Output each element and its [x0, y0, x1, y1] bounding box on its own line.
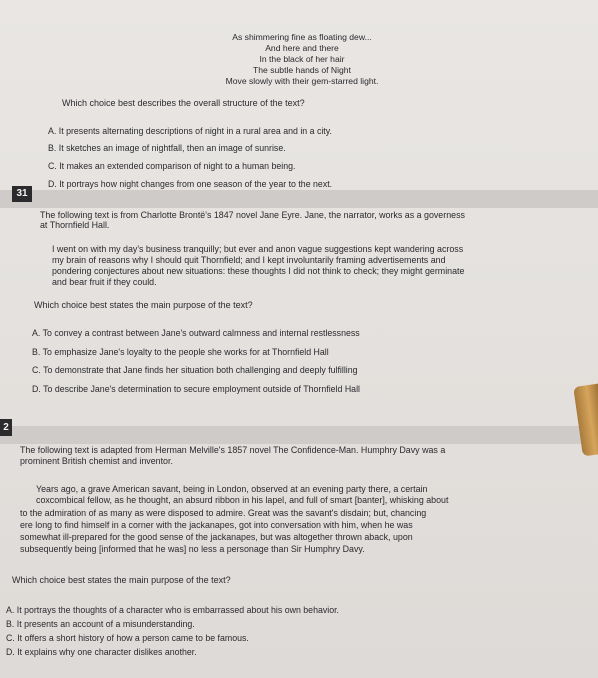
question-32-passage-line: Years ago, a grave American savant, being in London, observed at an evening party there, a certain: [36, 484, 428, 494]
question-31-passage-line: my brain of reasons why I should quit Thornfield; and I kept involuntarily framing advertisements and: [52, 255, 446, 265]
question-32-option-c[interactable]: C. It offers a short history of how a person came to be famous.: [6, 633, 249, 643]
poem-line: As shimmering fine as floating dew...: [232, 32, 372, 42]
question-32-option-b[interactable]: B. It presents an account of a misunderstanding.: [6, 619, 195, 629]
question-32-option-a[interactable]: A. It portrays the thoughts of a character who is embarrassed about his own behavior.: [6, 605, 339, 615]
question-32-number: 2: [0, 419, 12, 436]
question-32-passage-line: coxcombical fellow, as he thought, an absurd ribbon in his lapel, and full of smart [banter], whisking about: [36, 495, 449, 505]
pencil-tip: [573, 384, 598, 457]
question-32-option-d[interactable]: D. It explains why one character dislikes another.: [6, 647, 197, 657]
question-31-number: 31: [12, 186, 32, 202]
question-30-option-c[interactable]: C. It makes an extended comparison of night to a human being.: [48, 161, 296, 171]
question-32-passage-line: to the admiration of as many as were disposed to admire. Great was the savant's disdain; but, chancing: [20, 508, 427, 518]
question-32-passage-line: subsequently being [informed that he was] no less a personage than Sir Humphry Davy.: [20, 544, 365, 554]
poem-line: In the black of her hair: [259, 54, 345, 64]
question-32-passage-line: ere long to find himself in a corner with the jackanapes, got into conversation with him, when he was: [20, 520, 413, 530]
question-31-option-b[interactable]: B. To emphasize Jane's loyalty to the people she works for at Thornfield Hall: [32, 347, 329, 357]
question-31-option-a[interactable]: A. To convey a contrast between Jane's outward calmness and internal restlessness: [32, 328, 360, 338]
question-30-option-b[interactable]: B. It sketches an image of nightfall, then an image of sunrise.: [48, 143, 286, 153]
question-31-prompt: Which choice best states the main purpose of the text?: [34, 300, 253, 310]
question-31-passage-line: pondering conjectures about new situations: these thoughts I did not think to check; they might germinate: [52, 266, 465, 276]
question-31-passage-line: and bear fruit if they could.: [52, 277, 157, 287]
poem-line: The subtle hands of Night: [253, 65, 351, 75]
question-30-prompt: Which choice best describes the overall structure of the text?: [62, 98, 305, 108]
question-30-option-d[interactable]: D. It portrays how night changes from one season of the year to the next.: [48, 179, 333, 189]
question-32-intro: prominent British chemist and inventor.: [20, 456, 173, 466]
question-31-intro: The following text is from Charlotte Brontë's 1847 novel Jane Eyre. Jane, the narrator, works as a governess: [40, 210, 465, 220]
question-31-passage-line: I went on with my day's business tranquilly; but ever and anon vague suggestions kept wandering across: [52, 244, 464, 254]
question-31-header-band: [0, 190, 598, 208]
question-31-intro: at Thornfield Hall.: [40, 220, 110, 230]
question-30-option-a[interactable]: A. It presents alternating descriptions of night in a rural area and in a city.: [48, 126, 332, 136]
poem-line: Move slowly with their gem-starred light.: [225, 76, 379, 86]
question-32-intro: The following text is adapted from Herman Melville's 1857 novel The Confidence-Man. Humphry Davy was a: [20, 445, 446, 455]
question-32-passage-line: somewhat ill-prepared for the good sense of the jackanapes, but was altogether thrown aback, upon: [20, 532, 413, 542]
question-32-header-band: [0, 426, 598, 444]
question-32-prompt: Which choice best states the main purpose of the text?: [12, 575, 231, 585]
poem-line: And here and there: [265, 43, 339, 53]
question-31-option-d[interactable]: D. To describe Jane's determination to secure employment outside of Thornfield Hall: [32, 384, 360, 394]
question-31-option-c[interactable]: C. To demonstrate that Jane finds her situation both challenging and deeply fulfilling: [32, 365, 358, 375]
